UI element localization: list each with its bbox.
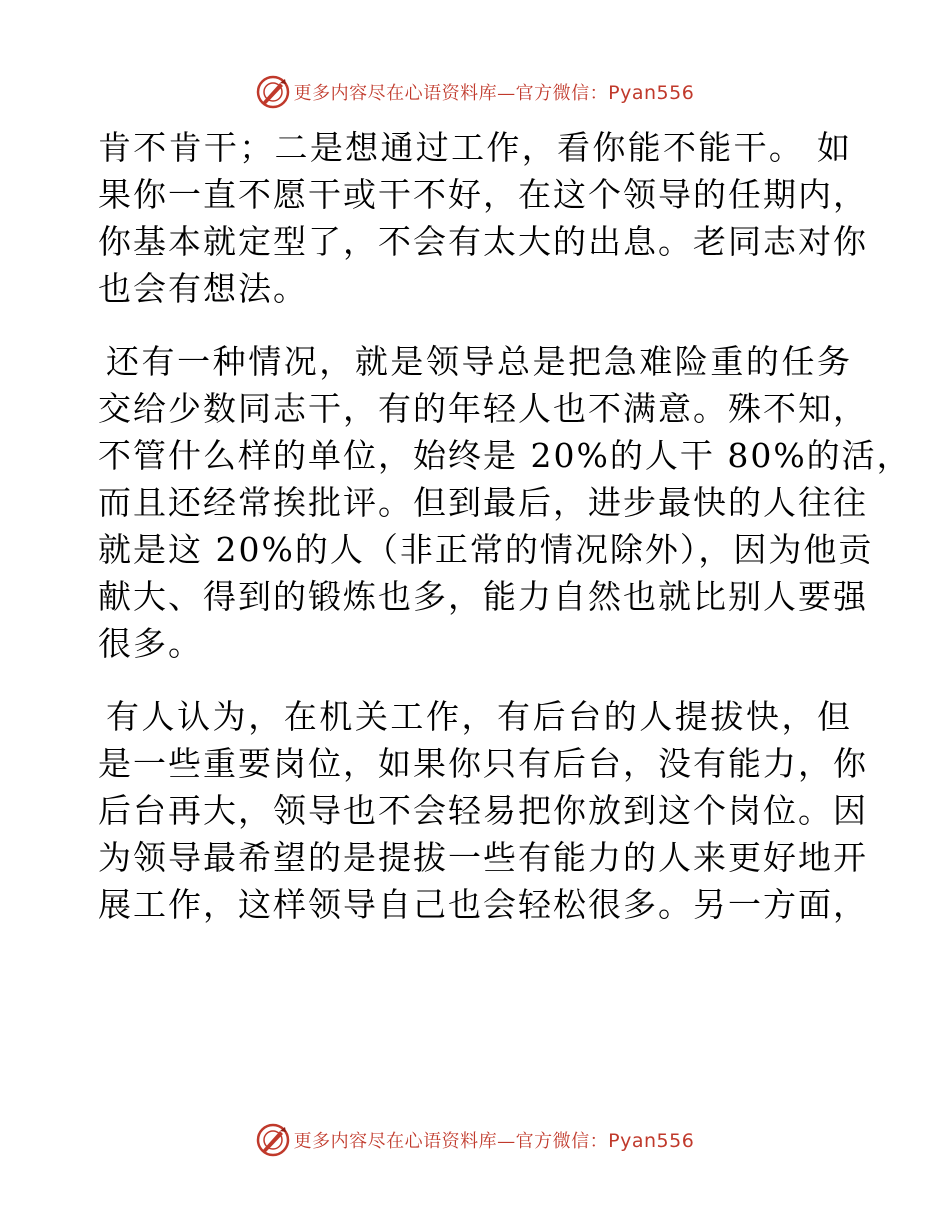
document-body: [98, 124, 912, 954]
watermark-text: [294, 1127, 695, 1153]
watermark-main-text: 更多内容尽在心语资料库—官方微信：: [293, 83, 609, 104]
footer-watermark: [0, 1120, 950, 1160]
text-line: 有人认为，在机关工作，有后台的人提拔快，但: [106, 697, 852, 736]
watermark-text: [294, 79, 695, 105]
watermark-wechat-id: Pyan556: [608, 82, 695, 104]
paragraph: [98, 693, 868, 928]
text-line: 也会有想法。: [98, 269, 308, 308]
text-line: 交给少数同志干，有的年轻人也不满意。殊不知，: [98, 389, 868, 428]
text-line: 后台再大，领导也不会轻易把你放到这个岗位。因: [98, 791, 868, 830]
text-line: 肯不肯干；二是想通过工作，看你能不能干。 如: [98, 128, 852, 167]
text-line: 是一些重要岗位，如果你只有后台，没有能力，你: [98, 744, 868, 783]
text-line: 还有一种情况，就是领导总是把急难险重的任务: [106, 342, 852, 381]
watermark-wechat-id: Pyan556: [608, 1130, 695, 1152]
text-line: 果你一直不愿干或干不好，在这个领导的任期内，: [98, 175, 868, 214]
text-line: 不管什么样的单位，始终是 20%的人干 80%的活，: [98, 436, 912, 475]
paragraph: [98, 124, 868, 312]
text-line: 你基本就定型了，不会有太大的出息。老同志对你: [98, 222, 868, 261]
text-line: 很多。: [98, 624, 203, 663]
quill-logo-icon: [256, 1123, 290, 1157]
header-watermark: [0, 72, 950, 112]
paragraph: [98, 338, 912, 667]
quill-logo-icon: [256, 75, 290, 109]
text-line: 献大、得到的锻炼也多，能力自然也就比别人要强: [98, 577, 868, 616]
watermark-main-text: 更多内容尽在心语资料库—官方微信：: [293, 1131, 609, 1152]
text-line: 为领导最希望的是提拔一些有能力的人来更好地开: [98, 838, 868, 877]
text-line: 而且还经常挨批评。但到最后，进步最快的人往往: [98, 483, 868, 522]
text-line: 展工作，这样领导自己也会轻松很多。另一方面，: [98, 885, 868, 924]
text-line: 就是这 20%的人（非正常的情况除外），因为他贡: [98, 530, 874, 569]
